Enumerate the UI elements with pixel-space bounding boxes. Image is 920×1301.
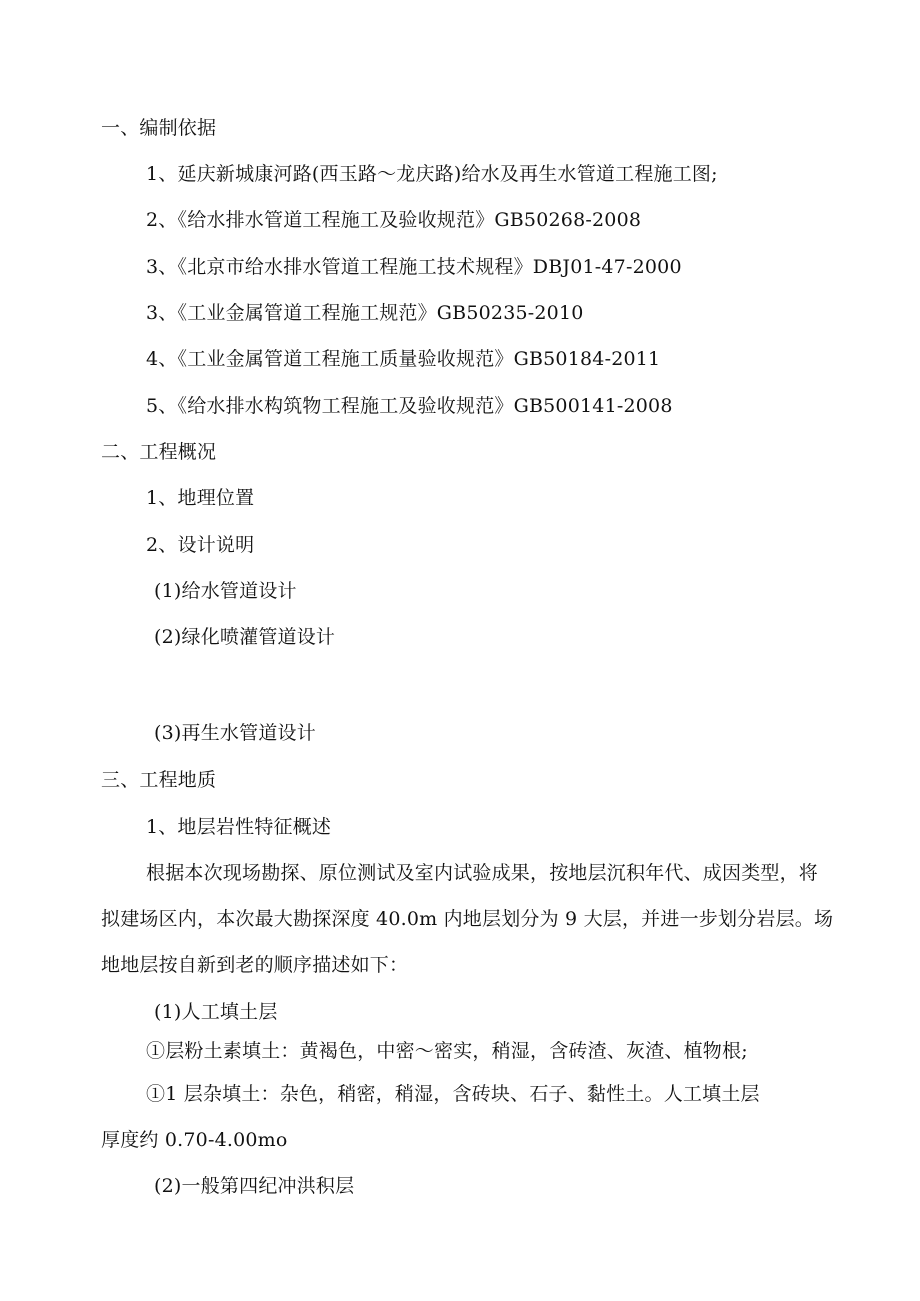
basis-item-6: 5、《给水排水构筑物工程施工及验收规范》GB500141-2008 [146, 395, 673, 417]
overview-item-location: 1、地理位置 [146, 487, 255, 509]
basis-item-3: 3、《北京市给水排水管道工程施工技术规程》DBJ01-47-2000 [146, 256, 682, 278]
strata-paragraph-line-3: 地地层按自新到老的顺序描述如下： [101, 954, 409, 976]
layer-title-fill: (1)人工填土层 [154, 1001, 278, 1023]
geology-item-strata: 1、地层岩性特征概述 [146, 816, 332, 838]
design-subitem-reclaimed-water: (3)再生水管道设计 [154, 722, 316, 744]
basis-item-5: 4、《工业金属管道工程施工质量验收规范》GB50184-2011 [146, 348, 661, 370]
section-heading-overview: 二、工程概况 [101, 441, 217, 463]
basis-item-4: 3、《工业金属管道工程施工规范》GB50235-2010 [146, 302, 584, 324]
section-heading-basis: 一、编制依据 [101, 117, 217, 139]
section-heading-geology: 三、工程地质 [101, 769, 217, 791]
layer-desc-misc-fill-line-1: ①1 层杂填土：杂色，稍密，稍湿，含砖块、石子、黏性土。人工填土层 [146, 1083, 760, 1105]
basis-item-2: 2、《给水排水管道工程施工及验收规范》GB50268-2008 [146, 209, 642, 231]
overview-item-design: 2、设计说明 [146, 534, 255, 556]
design-subitem-irrigation: (2)绿化喷灌管道设计 [154, 626, 336, 648]
layer-desc-silt-fill: ①层粉土素填土：黄褐色，中密～密实，稍湿，含砖渣、灰渣、植物根; [146, 1040, 748, 1062]
design-subitem-water-supply: (1)给水管道设计 [154, 580, 297, 602]
layer-title-quaternary: (2)一般第四纪冲洪积层 [154, 1175, 355, 1197]
strata-paragraph-line-2: 拟建场区内，本次最大勘探深度 40.0m 内地层划分为 9 大层，并进一步划分岩层。场 [101, 908, 834, 930]
strata-paragraph-line-1: 根据本次现场勘探、原位测试及室内试验成果，按地层沉积年代、成因类型，将 [146, 862, 819, 884]
layer-desc-misc-fill-line-2: 厚度约 0.70-4.00mo [101, 1129, 288, 1151]
basis-item-1: 1、延庆新城康河路(西玉路～龙庆路)给水及再生水管道工程施工图; [146, 163, 718, 185]
